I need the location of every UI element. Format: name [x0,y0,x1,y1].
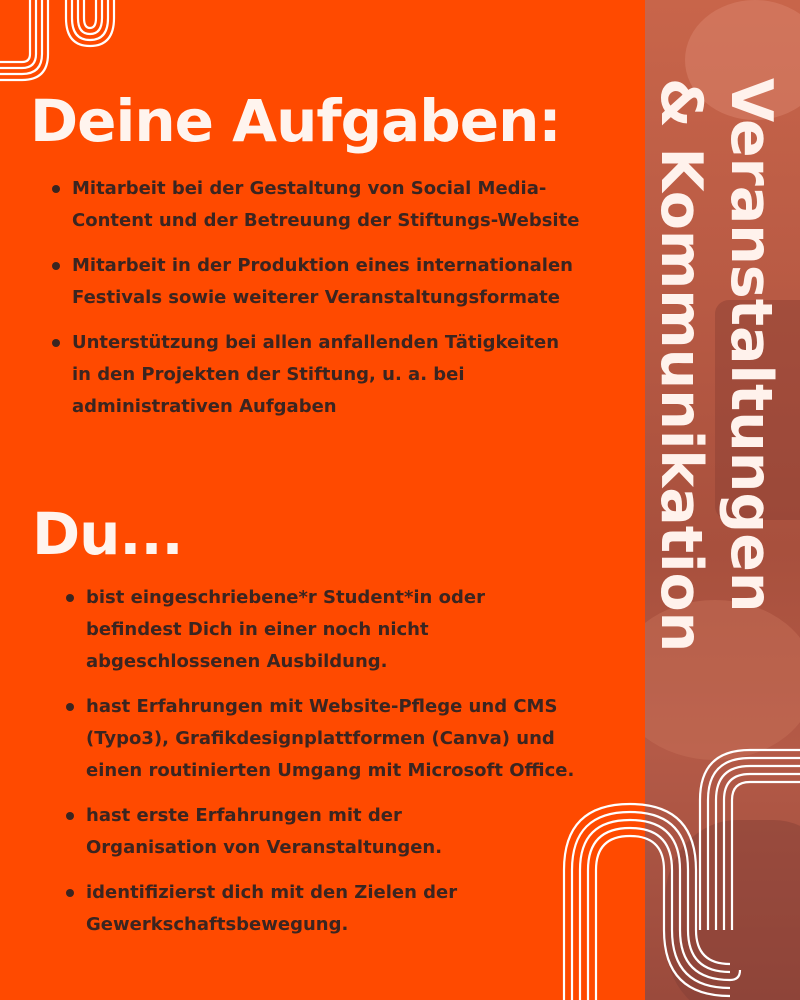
side-title-line2: & Kommunikation [648,78,714,653]
bullet-icon [52,185,60,193]
list-item: Mitarbeit bei der Gestaltung von Social Media- Content und der Betreuung der Stiftungs-Website [50,173,640,237]
bullet-icon [66,703,74,711]
heading-deine-aufgaben: Deine Aufgaben: [30,87,561,155]
decorative-stripes-top [0,0,130,85]
aufgaben-list [50,173,640,436]
list-item: identifizierst dich mit den Zielen der Gewerkschaftsbewegung. [64,877,634,941]
bullet-icon [66,812,74,820]
bullet-icon [66,889,74,897]
list-item: hast Erfahrungen mit Website-Pflege und CMS (Typo3), Grafikdesignplattformen (Canva) und einen routinierten Umgang mit Microsoft Office. [64,691,634,787]
du-list [64,582,634,954]
list-item: Mitarbeit in der Produktion eines internationalen Festivals sowie weiterer Veranstaltungsformate [50,250,640,314]
bullet-icon [52,339,60,347]
list-item: bist eingeschriebene*r Student*in oder befindest Dich in einer noch nicht abgeschlossenen Ausbildung. [64,582,634,678]
heading-du: Du... [32,500,183,568]
bullet-icon [52,262,60,270]
list-item: Unterstützung bei allen anfallenden Tätigkeiten in den Projekten der Stiftung, u. a. bei administrativen Aufgaben [50,327,640,423]
bullet-icon [66,594,74,602]
list-item: hast erste Erfahrungen mit der Organisation von Veranstaltungen. [64,800,634,864]
side-title-line1: Veranstaltungen [718,78,784,613]
